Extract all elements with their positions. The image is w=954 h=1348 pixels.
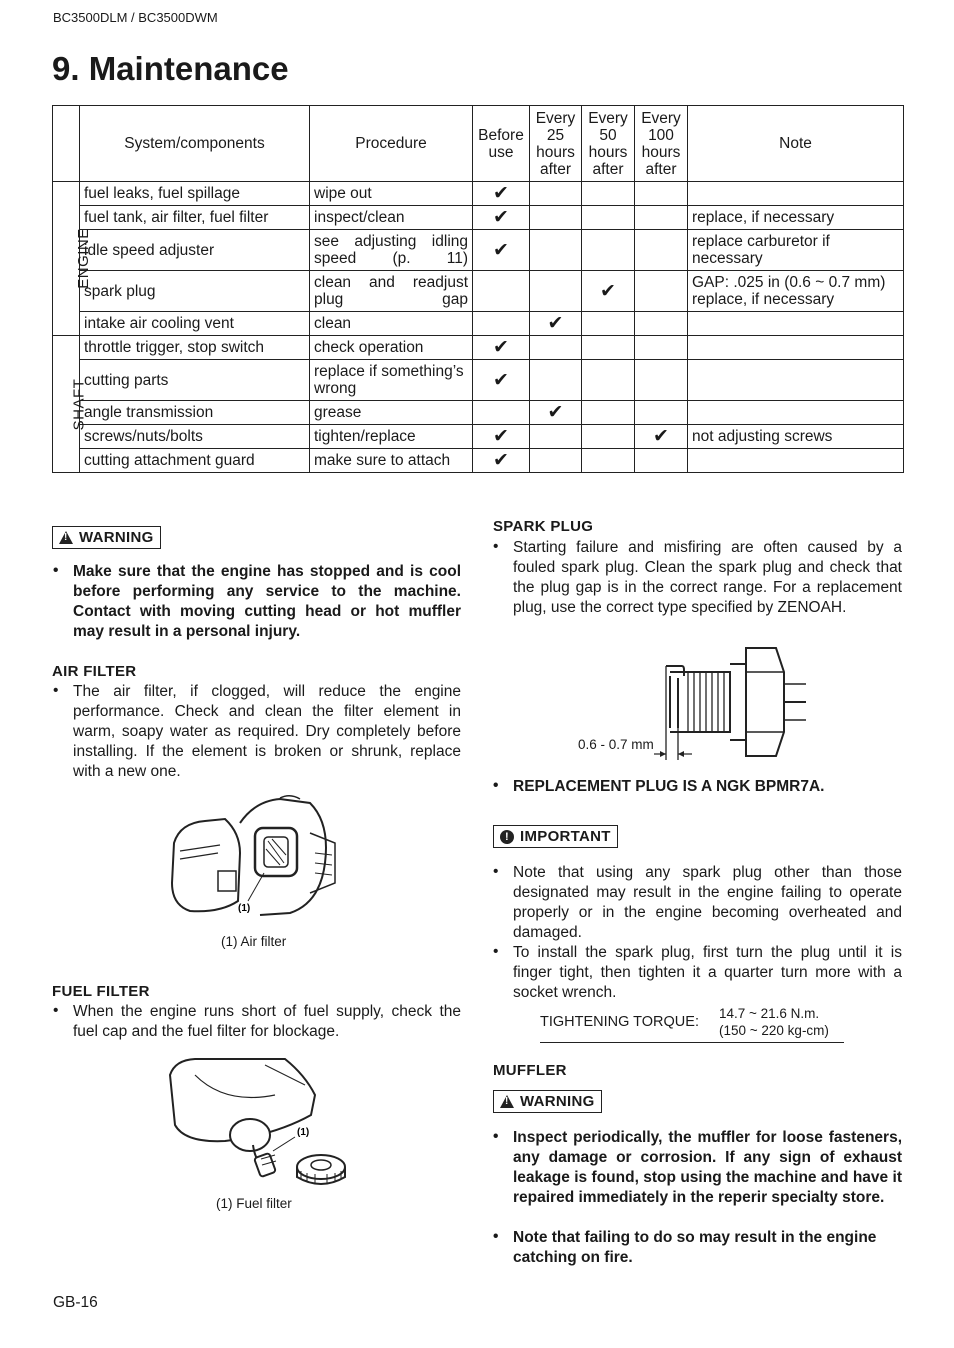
component-cell: cutting attachment guard [80,449,310,473]
component-cell: fuel tank, air filter, fuel filter [80,206,310,230]
torque-underline [540,1042,844,1043]
page-number: GB-16 [53,1294,98,1311]
header-group [53,106,80,182]
header-cell: System/components [80,106,310,182]
check-cell [635,336,688,360]
fuel-filter-figure [165,1055,355,1195]
check-cell: ✔ [473,182,530,206]
fuel-filter-heading: FUEL FILTER [52,983,150,1000]
bullet: • [53,682,59,699]
torque-value-nm: 14.7 ~ 21.6 N.m. [719,1006,820,1021]
bullet: • [493,943,499,960]
note-cell [688,401,904,425]
muffler-warning-label-text: WARNING [520,1093,595,1110]
note-cell: GAP: .025 in (0.6 ~ 0.7 mm) replace, if necessary [688,271,904,312]
note-cell [688,360,904,401]
check-cell [530,182,582,206]
check-cell: ✔ [530,312,582,336]
table-row [53,401,904,425]
check-cell [473,401,530,425]
procedure-cell: see adjusting idling speed (p. 11) [310,230,473,271]
bullet: • [53,1002,59,1019]
table-row [53,425,904,449]
check-cell [635,360,688,401]
check-cell [635,206,688,230]
check-cell: ✔ [473,230,530,271]
bullet: • [493,863,499,880]
bullet: • [493,1128,499,1145]
procedure-cell: clean [310,312,473,336]
spark-plug-heading: SPARK PLUG [493,518,594,535]
muffler-item: Inspect periodically, the muffler for loose fasteners, any damage or corrosion. If any sign of exhaust leakage is found, stop using the machine and have it repaired immediately in the reperir specialty store. [513,1129,902,1206]
fuel-filter-caption: (1) Fuel filter [216,1196,292,1211]
table-row [53,230,904,271]
important-exclamation-icon: ! [500,830,514,844]
check-cell [635,401,688,425]
group-label-cell [53,336,88,473]
air-filter-callout: (1) [238,903,251,914]
component-cell: screws/nuts/bolts [80,425,310,449]
important-label [493,825,618,848]
note-cell: replace, if necessary [688,206,904,230]
group-label: SHAFT [70,378,88,430]
table-row [53,449,904,473]
group-label: ENGINE [74,228,92,289]
warning-triangle-icon [500,1095,514,1108]
table-row [53,182,904,206]
note-cell [688,336,904,360]
check-cell: ✔ [530,401,582,425]
table-row [53,336,904,360]
check-cell [473,271,530,312]
warning-text: Make sure that the engine has stopped and is cool before performing any service to the machine. Contact with moving cutting head or hot muffler may result in a personal injury. [73,563,461,640]
important-item: To install the spark plug, first turn the plug until it is finger tight, then tighten it a quarter turn more with a socket wrench. [513,944,902,1001]
check-cell [582,312,635,336]
check-cell [635,182,688,206]
air-filter-heading: AIR FILTER [52,663,137,680]
check-cell [582,401,635,425]
component-cell: spark plug [80,271,310,312]
check-cell: ✔ [473,425,530,449]
spark-plug-gap-label: 0.6 - 0.7 mm [578,737,654,752]
procedure-cell: clean and readjust plug gap [310,271,473,312]
check-cell [530,425,582,449]
spark-plug-text: Starting failure and misfiring are often caused by a fouled spark plug. Clean the spark plug and check that the plug gap is in the correct range. For a replacement plug, use the correct type specified by ZENOAH. [513,539,902,616]
check-cell [635,230,688,271]
procedure-cell: inspect/clean [310,206,473,230]
bullet: • [493,1228,499,1245]
procedure-cell: check operation [310,336,473,360]
procedure-cell: wipe out [310,182,473,206]
table-row [53,206,904,230]
check-cell [635,312,688,336]
check-cell: ✔ [473,449,530,473]
check-cell [635,271,688,312]
bullet: • [493,777,499,794]
warning-label [52,526,161,549]
bullet: • [53,562,59,579]
replacement-plug-text: REPLACEMENT PLUG IS A NGK BPMR7A. [513,778,825,795]
table-row [53,360,904,401]
header-cell: Every 100 hours after [635,106,688,182]
component-cell: idle speed adjuster [80,230,310,271]
check-cell [582,182,635,206]
air-filter-text: The air filter, if clogged, will reduce the engine performance. Check and clean the filter element in warm, soapy water as required. Dry completely before installing. If the element is broken or shrunk, replace with a new one. [73,683,461,780]
procedure-cell: tighten/replace [310,425,473,449]
table-row [53,312,904,336]
page-title: 9. Maintenance [52,50,289,87]
muffler-heading: MUFFLER [493,1062,567,1079]
bullet: • [493,538,499,555]
check-cell [530,206,582,230]
note-cell: replace carburetor if necessary [688,230,904,271]
procedure-cell: make sure to attach [310,449,473,473]
check-cell [582,449,635,473]
muffler-item: Note that failing to do so may result in the engine catching on fire. [513,1229,877,1266]
muffler-warning-label [493,1090,602,1113]
air-filter-figure [160,793,350,925]
procedure-cell: replace if something’s wrong [310,360,473,401]
check-cell [582,206,635,230]
note-cell [688,182,904,206]
check-cell [530,360,582,401]
check-cell [582,425,635,449]
fuel-filter-callout: (1) [297,1127,310,1138]
important-item: Note that using any spark plug other than those designated may result in the engine failing to operate properly or in the engine becoming overheated and damaged. [513,864,902,941]
check-cell [582,230,635,271]
header-cell: Note [688,106,904,182]
header-cell: Every 25 hours after [530,106,582,182]
check-cell: ✔ [473,360,530,401]
component-cell: angle transmission [80,401,310,425]
check-cell [530,230,582,271]
check-cell: ✔ [635,425,688,449]
note-cell: not adjusting screws [688,425,904,449]
maintenance-table [52,105,904,473]
table-header-row [53,106,904,182]
component-cell: cutting parts [80,360,310,401]
torque-value-kgcm: (150 ~ 220 kg-cm) [719,1023,829,1038]
torque-label: TIGHTENING TORQUE: [540,1014,699,1030]
header-cell: Before use [473,106,530,182]
check-cell [530,449,582,473]
group-label-cell [53,182,92,336]
important-label-text: IMPORTANT [520,828,611,845]
check-cell [473,312,530,336]
air-filter-caption: (1) Air filter [221,934,287,949]
model-number: BC3500DLM / BC3500DWM [53,10,218,25]
torque-values [719,1005,829,1039]
table-row [53,271,904,312]
note-cell [688,449,904,473]
header-cell: Procedure [310,106,473,182]
check-cell [530,336,582,360]
warning-triangle-icon [59,531,73,544]
component-cell: fuel leaks, fuel spillage [80,182,310,206]
check-cell [530,271,582,312]
warning-label-text: WARNING [79,529,154,546]
check-cell: ✔ [473,336,530,360]
check-cell: ✔ [473,206,530,230]
fuel-filter-text: When the engine runs short of fuel supply, check the fuel cap and the fuel filter for blockage. [73,1003,461,1040]
note-cell [688,312,904,336]
check-cell [635,449,688,473]
check-cell [582,360,635,401]
check-cell: ✔ [582,271,635,312]
component-cell: throttle trigger, stop switch [80,336,310,360]
header-cell: Every 50 hours after [582,106,635,182]
check-cell [582,336,635,360]
procedure-cell: grease [310,401,473,425]
component-cell: intake air cooling vent [80,312,310,336]
